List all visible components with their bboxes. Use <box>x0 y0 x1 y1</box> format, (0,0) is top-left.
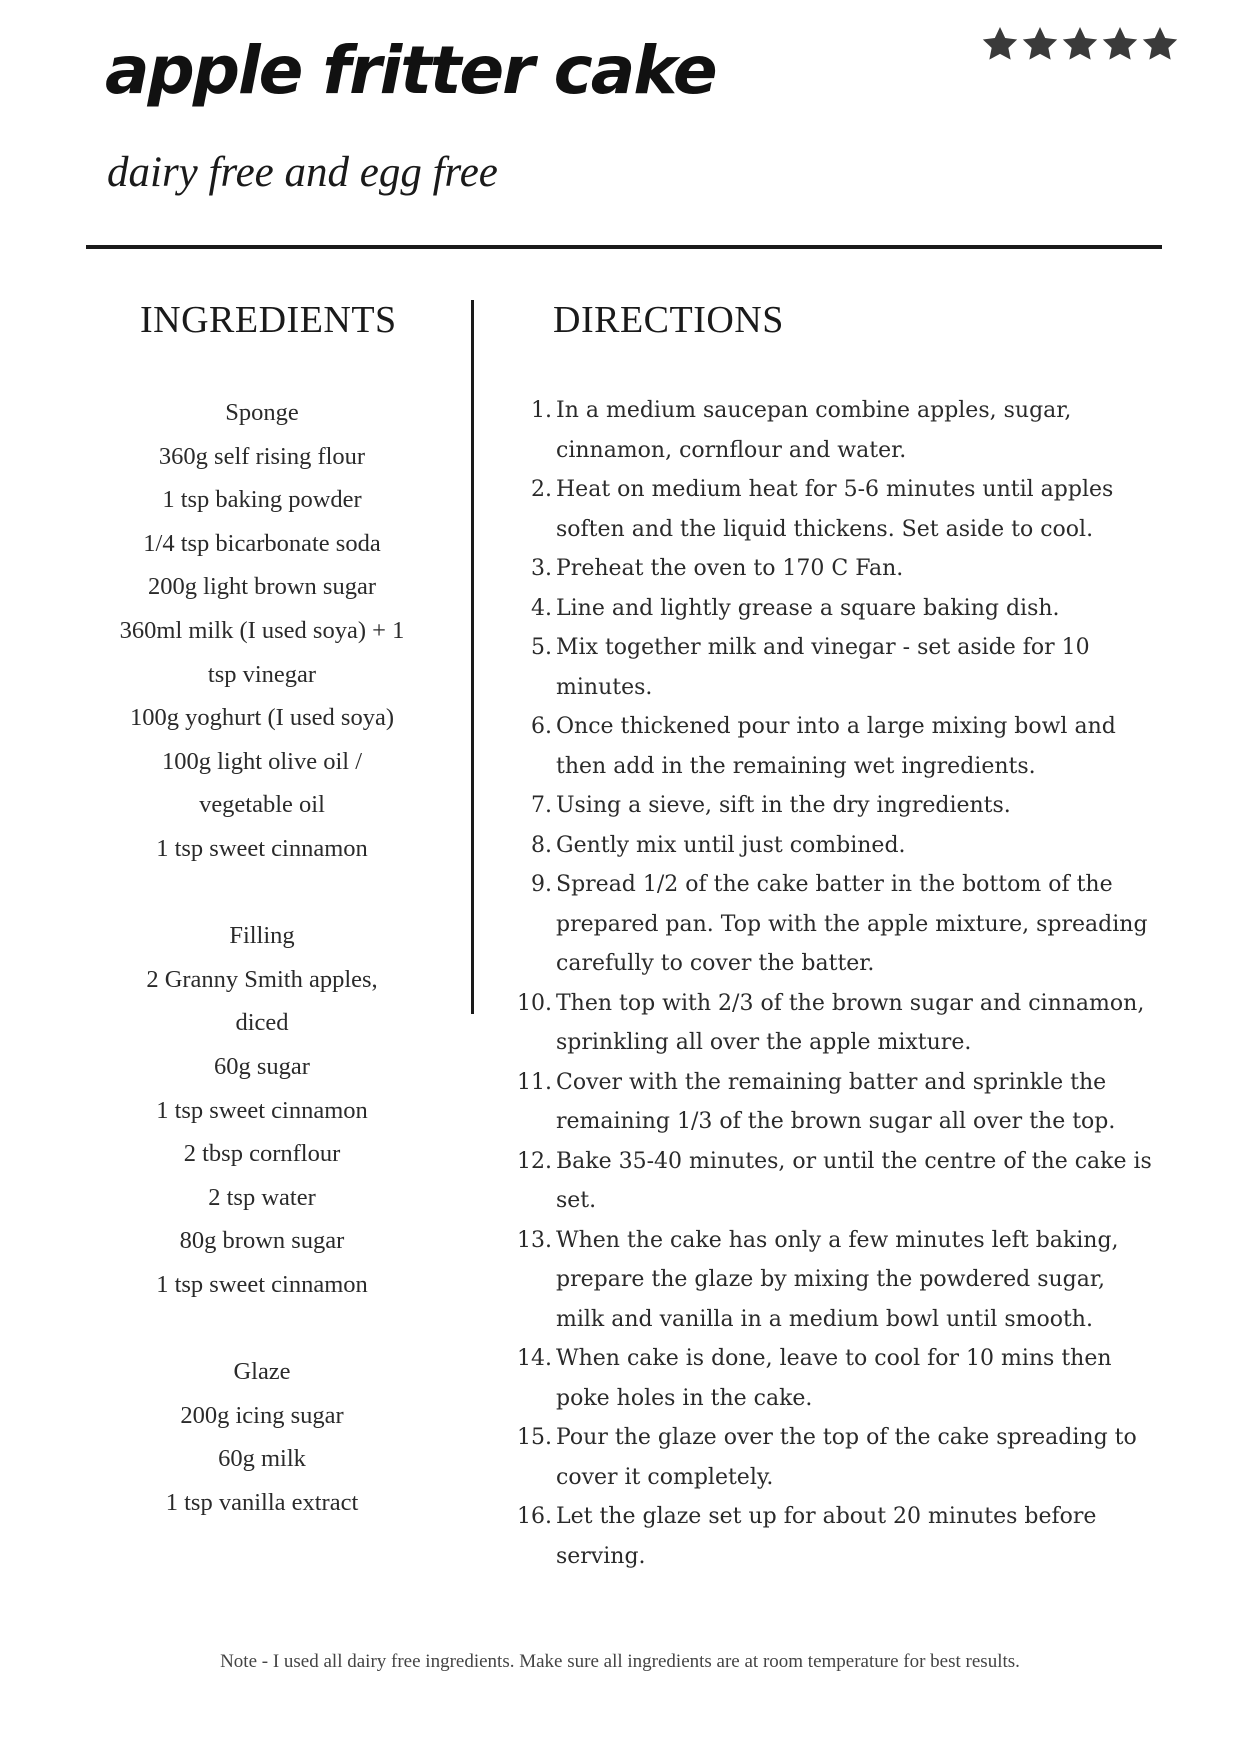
ingredient-line: 360g self rising flour <box>158 442 366 470</box>
ingredient-line: 2 Granny Smith apples, <box>146 965 378 993</box>
ingredient-line: 200g light brown sugar <box>148 573 376 601</box>
star-rating <box>980 24 1180 64</box>
direction-step <box>512 1063 1152 1142</box>
header-divider <box>86 245 1162 249</box>
ingredient-line: 80g brown sugar <box>179 1227 345 1255</box>
ingredient-line: 360ml milk (I used soya) + 1 <box>119 616 405 644</box>
star-icon <box>980 24 1020 64</box>
direction-step <box>512 589 1152 629</box>
ingredient-line: 100g light olive oil / <box>161 747 363 775</box>
ingredient-group <box>86 391 438 871</box>
directions-list <box>512 391 1152 1576</box>
star-icon <box>1060 24 1100 64</box>
direction-step <box>512 1497 1152 1576</box>
step-text: Bake 35-40 minutes, or until the centre of the cake is set. <box>556 1148 1152 1213</box>
step-number: 3. <box>531 556 552 581</box>
step-number: 14. <box>517 1346 552 1371</box>
star-icon <box>1100 24 1140 64</box>
ingredient-line: 1 tsp baking powder <box>162 486 362 514</box>
direction-step <box>512 984 1152 1063</box>
star-icon <box>1020 24 1060 64</box>
footer-note: Note - I used all dairy free ingredients. Make sure all ingredients are at room temperature for best results. <box>220 1651 1020 1672</box>
direction-step <box>512 1339 1152 1418</box>
step-text: Once thickened pour into a large mixing bowl and then add in the remaining wet ingredients. <box>556 714 1116 779</box>
directions-heading: DIRECTIONS <box>553 299 784 341</box>
direction-step <box>512 1221 1152 1340</box>
step-text: Heat on medium heat for 5-6 minutes until apples soften and the liquid thickens. Set aside to cool. <box>556 477 1114 542</box>
ingredient-line: 100g yoghurt (I used soya) <box>129 704 394 732</box>
step-number: 6. <box>531 714 552 739</box>
ingredient-line: 60g milk <box>218 1445 306 1473</box>
step-text: Line and lightly grease a square baking dish. <box>556 595 1060 621</box>
column-divider <box>471 300 474 1014</box>
step-number: 2. <box>531 477 552 502</box>
step-number: 11. <box>517 1069 552 1095</box>
step-number: 7. <box>531 793 552 818</box>
direction-step <box>512 1142 1152 1221</box>
direction-step <box>512 470 1152 549</box>
step-text: Gently mix until just combined. <box>556 832 906 858</box>
direction-step <box>512 865 1152 984</box>
ingredient-group-name: Glaze <box>233 1358 291 1386</box>
ingredient-group <box>86 914 438 1306</box>
ingredient-line: 1 tsp sweet cinnamon <box>156 1096 368 1124</box>
step-text: When the cake has only a few minutes left baking, prepare the glaze by mixing the powdered sugar, milk and vanilla in a medium bowl until smooth. <box>556 1227 1119 1332</box>
step-number: 5. <box>531 635 552 660</box>
step-text: Using a sieve, sift in the dry ingredients. <box>556 793 1011 818</box>
direction-step <box>512 628 1152 707</box>
ingredient-line: 200g icing sugar <box>180 1401 344 1429</box>
ingredient-line: 1 tsp vanilla extract <box>165 1488 359 1516</box>
ingredient-group <box>86 1350 438 1524</box>
star-icon <box>1140 24 1180 64</box>
direction-step <box>512 391 1152 470</box>
ingredient-line: 2 tsp water <box>208 1183 316 1211</box>
step-text: In a medium saucepan combine apples, sugar, cinnamon, cornflour and water. <box>556 398 1072 463</box>
step-number: 4. <box>531 595 552 621</box>
ingredient-line: diced <box>235 1009 289 1037</box>
direction-step <box>512 707 1152 786</box>
ingredient-line: 2 tbsp cornflour <box>183 1140 341 1168</box>
direction-step <box>512 549 1152 589</box>
ingredient-group-name: Sponge <box>225 399 299 426</box>
step-number: 12. <box>517 1148 552 1174</box>
ingredient-line: 1 tsp sweet cinnamon <box>156 1270 368 1298</box>
step-number: 10. <box>517 990 552 1016</box>
step-number: 13. <box>517 1227 552 1253</box>
step-number: 9. <box>531 872 552 897</box>
ingredient-line: vegetable oil <box>199 791 325 819</box>
ingredient-line: 1 tsp sweet cinnamon <box>156 834 368 862</box>
step-number: 8. <box>531 832 552 858</box>
step-text: Preheat the oven to 170 C Fan. <box>556 556 904 581</box>
step-number: 16. <box>517 1504 552 1529</box>
direction-step <box>512 826 1152 866</box>
ingredients-list <box>86 391 438 1524</box>
step-text: Spread 1/2 of the cake batter in the bottom of the prepared pan. Top with the apple mixture, spreading carefully to cover the batter. <box>556 872 1148 976</box>
step-number: 1. <box>531 398 552 423</box>
step-text: Mix together milk and vinegar - set aside for 10 minutes. <box>556 635 1090 700</box>
ingredients-heading: INGREDIENTS <box>140 299 397 341</box>
step-number: 15. <box>517 1425 552 1450</box>
step-text: Pour the glaze over the top of the cake spreading to cover it completely. <box>556 1425 1137 1490</box>
direction-step <box>512 786 1152 826</box>
step-text: Then top with 2/3 of the brown sugar and cinnamon, sprinkling all over the apple mixture. <box>556 990 1145 1055</box>
step-text: Let the glaze set up for about 20 minutes before serving. <box>556 1504 1097 1569</box>
ingredient-line: 1/4 tsp bicarbonate soda <box>143 529 381 557</box>
step-text: Cover with the remaining batter and sprinkle the remaining 1/3 of the brown sugar all over the top. <box>556 1069 1116 1134</box>
recipe-subtitle: dairy free and egg free <box>107 149 498 196</box>
ingredient-line: 60g sugar <box>214 1052 310 1080</box>
step-text: When cake is done, leave to cool for 10 mins then poke holes in the cake. <box>556 1346 1112 1411</box>
recipe-title: apple fritter cake <box>105 32 716 109</box>
direction-step <box>512 1418 1152 1497</box>
ingredient-line: tsp vinegar <box>207 660 317 688</box>
ingredient-group-name: Filling <box>229 922 295 950</box>
